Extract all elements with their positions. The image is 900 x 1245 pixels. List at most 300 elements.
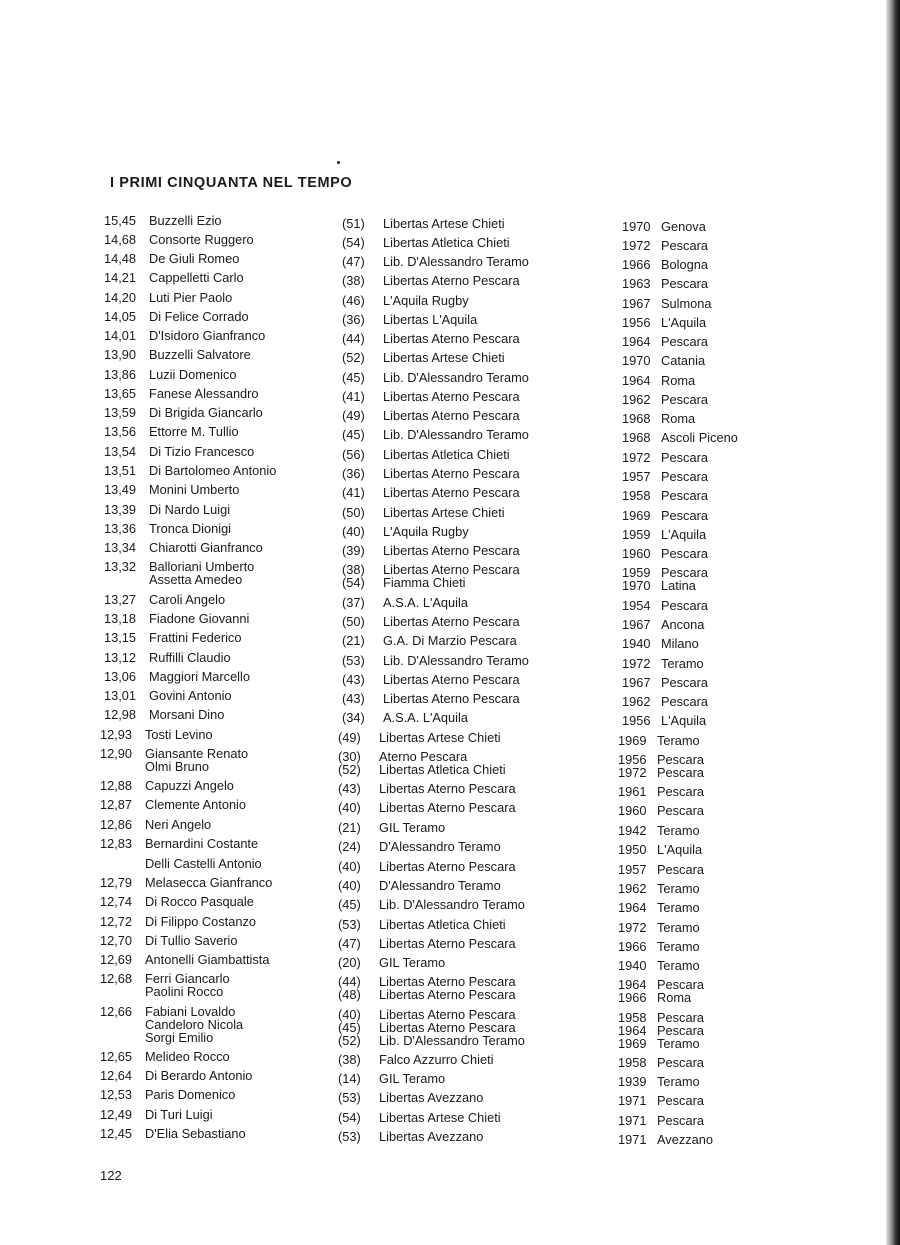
score: 14,01 — [103, 328, 136, 343]
athlete-name — [149, 689, 232, 702]
year-line: 1972 — [622, 450, 651, 465]
year-line: 1940 — [622, 636, 651, 651]
score: 13,18 — [103, 611, 136, 626]
athlete-name-line: Antonelli Giambattista — [145, 952, 270, 967]
club-line: Falco Azzurro Chieti — [379, 1052, 494, 1067]
city-line: Ascoli Piceno — [661, 430, 738, 445]
athlete-name-line: Di Rocco Pasquale — [145, 894, 254, 909]
club — [383, 544, 520, 557]
year — [618, 753, 646, 779]
birth-year-line: (47) — [338, 936, 361, 951]
city — [661, 412, 695, 425]
club — [383, 596, 468, 609]
city-line: Teramo — [657, 920, 700, 935]
city-line: Teramo — [657, 958, 700, 973]
birth-year-line: (41) — [342, 389, 365, 404]
city — [661, 547, 708, 560]
club-line: Libertas Aterno Pescara — [379, 781, 516, 796]
year-line: 1966 — [622, 257, 651, 272]
city-line: Pescara — [661, 675, 708, 690]
city-line: Pescara — [661, 598, 708, 613]
city — [661, 354, 705, 367]
year-line: 1969 — [622, 508, 651, 523]
score: 12,66 — [99, 1004, 132, 1019]
birth-year-line: (36) — [342, 466, 365, 481]
club-line: Libertas Artese Chieti — [383, 216, 505, 231]
club — [383, 654, 529, 667]
birth-year-line: (14) — [338, 1071, 361, 1086]
city-line: Roma — [661, 373, 696, 388]
athlete-name — [145, 1069, 252, 1082]
athlete-name-line: Di Nardo Luigi — [149, 502, 231, 517]
club-line: Libertas Aterno Pescara — [383, 672, 520, 687]
year-line: 1964 — [618, 900, 647, 915]
year — [622, 316, 650, 329]
club — [383, 615, 520, 628]
city-line: Latina — [661, 578, 696, 593]
athlete-name-line: Tronca Dionigi — [149, 521, 232, 536]
athlete-name — [149, 612, 249, 625]
score: 13,15 — [103, 630, 136, 645]
club-line: Libertas Atletica Chieti — [379, 917, 506, 932]
birth-year — [342, 596, 365, 609]
athlete-name-line: Buzzelli Ezio — [149, 213, 222, 228]
year — [622, 277, 650, 290]
year-line: 1968 — [622, 411, 651, 426]
score: 13,32 — [103, 559, 136, 574]
club — [383, 448, 510, 461]
club — [383, 255, 529, 268]
score: 13,59 — [103, 405, 136, 420]
birth-year — [338, 801, 361, 814]
year — [618, 1056, 646, 1069]
athlete-name — [149, 252, 239, 265]
score: 12,93 — [99, 727, 132, 742]
birth-year — [342, 544, 365, 557]
city — [657, 940, 700, 953]
year-line: 1956 — [618, 752, 647, 767]
club-line: L'Aquila Rugby — [383, 524, 469, 539]
score: 12,79 — [99, 875, 132, 890]
city — [657, 1133, 713, 1146]
club-line: Libertas Artese Chieti — [383, 350, 505, 365]
birth-year — [338, 1130, 361, 1143]
year-line: 1958 — [622, 488, 651, 503]
city-line: Teramo — [657, 900, 700, 915]
year-line: 1940 — [618, 958, 647, 973]
athlete-name-line: Buzzelli Salvatore — [149, 347, 251, 362]
birth-year-line: (38) — [338, 1052, 361, 1067]
athlete-name-line: Luzii Domenico — [149, 367, 237, 382]
year-line: 1957 — [618, 862, 647, 877]
birth-year — [342, 486, 365, 499]
club-line: Libertas Aterno Pescara — [379, 974, 516, 989]
club-line: L'Aquila Rugby — [383, 293, 469, 308]
city — [661, 239, 708, 252]
athlete-name-line: Di Turi Luigi — [145, 1107, 213, 1122]
athlete-name-line: Di Tizio Francesco — [149, 444, 255, 459]
club-line: GIL Teramo — [379, 820, 446, 835]
birth-year — [338, 731, 361, 744]
score: 13,36 — [103, 521, 136, 536]
birth-year — [338, 937, 361, 950]
birth-year — [342, 351, 365, 364]
city-line: Pescara — [661, 450, 708, 465]
birth-year-line: (21) — [338, 820, 361, 835]
city — [661, 220, 706, 233]
year-line: 1957 — [622, 469, 651, 484]
club-line: Libertas L'Aquila — [383, 312, 478, 327]
birth-year-line: (40) — [342, 524, 365, 539]
birth-year — [342, 409, 365, 422]
athlete-name — [149, 670, 250, 683]
birth-year-line: (53) — [338, 1129, 361, 1144]
club — [379, 1053, 494, 1066]
year — [622, 431, 650, 444]
club-line: Aterno Pescara — [379, 749, 468, 764]
score: 12,86 — [99, 817, 132, 832]
city-line: Ancona — [661, 617, 705, 632]
year — [622, 297, 650, 310]
club-line: Fiamma Chieti — [383, 575, 466, 590]
club — [383, 274, 520, 287]
birth-year — [342, 274, 365, 287]
city-line: L'Aquila — [657, 842, 703, 857]
score: 14,20 — [103, 290, 136, 305]
year-line: 1967 — [622, 617, 651, 632]
city-line: Sulmona — [661, 296, 712, 311]
city — [661, 277, 708, 290]
athlete-name — [149, 522, 231, 535]
year-line: 1942 — [618, 823, 647, 838]
athlete-name-line: Frattini Federico — [149, 630, 242, 645]
club-line: Lib. D'Alessandro Teramo — [379, 1033, 525, 1048]
city-line: Roma — [661, 411, 696, 426]
score: 12,64 — [99, 1068, 132, 1083]
athlete-name — [145, 876, 272, 889]
athlete-name-line: Govini Antonio — [149, 688, 232, 703]
score: 12,83 — [99, 836, 132, 851]
city-line: Teramo — [657, 733, 700, 748]
score: 12,53 — [99, 1087, 132, 1102]
city — [661, 489, 708, 502]
city-line: Roma — [657, 990, 692, 1005]
score: 14,05 — [103, 309, 136, 324]
city-line: Pescara — [661, 334, 708, 349]
athlete-name-line: Melasecca Gianfranco — [145, 875, 273, 890]
year — [622, 637, 650, 650]
birth-year-line: (46) — [342, 293, 365, 308]
birth-year-line: (49) — [342, 408, 365, 423]
birth-year — [338, 860, 361, 873]
birth-year — [342, 428, 365, 441]
birth-year — [342, 217, 365, 230]
club — [383, 428, 529, 441]
athlete-name-line: Giansante Renato — [145, 746, 249, 761]
city-line: Teramo — [657, 823, 700, 838]
birth-year — [338, 879, 361, 892]
club-line: G.A. Di Marzio Pescara — [383, 633, 517, 648]
city — [657, 978, 704, 1004]
year — [618, 882, 646, 895]
birth-year — [338, 918, 361, 931]
year-line: 1970 — [622, 219, 651, 234]
city-line: Pescara — [657, 1093, 704, 1108]
city — [661, 599, 708, 612]
club — [379, 1130, 483, 1143]
athlete-name-line: Chiarotti Gianfranco — [149, 540, 263, 555]
city — [657, 785, 704, 798]
birth-year-line: (39) — [342, 543, 365, 558]
city-line: Genova — [661, 219, 706, 234]
city — [657, 1114, 704, 1127]
athlete-name-line: Clemente Antonio — [145, 797, 247, 812]
year-line: 1963 — [622, 276, 651, 291]
club — [383, 467, 520, 480]
year-line: 1958 — [618, 1055, 647, 1070]
birth-year-line: (51) — [342, 216, 365, 231]
city-line: Pescara — [657, 1010, 704, 1025]
city — [657, 901, 700, 914]
athlete-name-line: Neri Angelo — [145, 817, 212, 832]
birth-year — [342, 371, 365, 384]
athlete-name-line: De Giuli Romeo — [149, 251, 240, 266]
score: 12,90 — [99, 746, 132, 761]
club-line: Libertas Aterno Pescara — [383, 408, 520, 423]
athlete-name — [149, 483, 239, 496]
city — [657, 863, 704, 876]
year — [622, 220, 650, 233]
city-line: Pescara — [657, 1023, 704, 1038]
club-line: Libertas Aterno Pescara — [383, 331, 520, 346]
athlete-name — [149, 503, 230, 516]
club — [379, 782, 516, 795]
athlete-name — [149, 348, 251, 361]
city — [661, 676, 708, 689]
city-line: Pescara — [657, 765, 704, 780]
city-line: L'Aquila — [661, 527, 707, 542]
year — [622, 676, 650, 689]
birth-year-line: (54) — [338, 1110, 361, 1125]
year-line: 1961 — [618, 784, 647, 799]
score: 13,56 — [103, 424, 136, 439]
athlete-name-line: Cappelletti Carlo — [149, 270, 244, 285]
athlete-name-line: Fanese Alessandro — [149, 386, 259, 401]
athlete-name — [145, 953, 269, 966]
club — [383, 217, 505, 230]
score: 12,49 — [99, 1107, 132, 1122]
athlete-name-line: Di Filippo Costanzo — [145, 914, 256, 929]
athlete-name — [149, 425, 239, 438]
club — [379, 731, 501, 744]
page-title: I PRIMI CINQUANTA NEL TEMPO — [110, 175, 353, 191]
birth-year-line: (36) — [342, 312, 365, 327]
birth-year — [342, 332, 365, 345]
city — [661, 637, 699, 650]
city-line: Pescara — [661, 276, 708, 291]
birth-year-line: (43) — [342, 691, 365, 706]
birth-year — [338, 956, 361, 969]
year — [622, 239, 650, 252]
city — [661, 618, 704, 631]
score: 12,45 — [99, 1126, 132, 1141]
year-line: 1969 — [618, 733, 647, 748]
city-line: Pescara — [661, 238, 708, 253]
club-line: Lib. D'Alessandro Teramo — [383, 370, 529, 385]
club — [383, 390, 520, 403]
year — [618, 1133, 646, 1146]
year — [622, 566, 650, 592]
birth-year-line: (54) — [342, 235, 365, 250]
city-line: Pescara — [657, 752, 704, 767]
score: 13,01 — [103, 688, 136, 703]
club — [383, 692, 520, 705]
athlete-name — [145, 934, 237, 947]
city-line: L'Aquila — [661, 315, 707, 330]
club-line: Libertas Aterno Pescara — [379, 859, 516, 874]
score: 13,06 — [103, 669, 136, 684]
club-line: Libertas Aterno Pescara — [383, 466, 520, 481]
city — [661, 297, 712, 310]
year-line: 1964 — [618, 1023, 647, 1038]
club — [383, 294, 469, 307]
birth-year — [342, 236, 365, 249]
club-line: Lib. D'Alessandro Teramo — [383, 653, 529, 668]
birth-year-line: (56) — [342, 447, 365, 462]
year-line: 1964 — [622, 334, 651, 349]
club-line: Libertas Aterno Pescara — [383, 485, 520, 500]
year — [622, 335, 650, 348]
year — [622, 258, 650, 271]
year — [618, 734, 646, 747]
city — [657, 882, 700, 895]
club — [383, 486, 520, 499]
club — [379, 1008, 525, 1047]
score: 12,88 — [99, 778, 132, 793]
city — [657, 1094, 704, 1107]
club-line: Libertas Aterno Pescara — [379, 987, 516, 1002]
city-line: Pescara — [657, 803, 704, 818]
city — [657, 1011, 704, 1050]
club-line: Libertas Aterno Pescara — [383, 691, 520, 706]
club-line: Libertas Aterno Pescara — [379, 1007, 516, 1022]
athlete-name — [145, 779, 234, 792]
year-line: 1971 — [618, 1132, 647, 1147]
club — [379, 750, 506, 776]
city-line: Pescara — [661, 392, 708, 407]
birth-year — [342, 615, 365, 628]
club-line: A.S.A. L'Aquila — [383, 710, 468, 725]
city — [657, 734, 700, 747]
year — [622, 657, 650, 670]
year-line: 1962 — [622, 694, 651, 709]
club — [383, 506, 505, 519]
year-line: 1960 — [622, 546, 651, 561]
club — [379, 801, 516, 814]
birth-year-line: (52) — [338, 762, 361, 777]
score: 13,49 — [103, 482, 136, 497]
birth-year-line: (52) — [338, 1033, 361, 1048]
athlete-name — [145, 1088, 235, 1101]
city — [661, 451, 708, 464]
birth-year-line: (37) — [342, 595, 365, 610]
year — [618, 1011, 646, 1050]
city-line: Teramo — [657, 1036, 700, 1051]
club-line: Libertas Artese Chieti — [379, 730, 501, 745]
club-line: Libertas Aterno Pescara — [383, 614, 520, 629]
birth-year-line: (45) — [342, 427, 365, 442]
athlete-name — [145, 798, 246, 811]
year — [618, 824, 646, 837]
city — [657, 843, 702, 856]
score: 13,12 — [103, 650, 136, 665]
birth-year-line: (52) — [342, 350, 365, 365]
year-line: 1950 — [618, 842, 647, 857]
birth-year — [338, 821, 361, 834]
athlete-name-line: Fiadone Giovanni — [149, 611, 250, 626]
club — [383, 525, 469, 538]
club — [383, 563, 520, 589]
year — [618, 843, 646, 856]
speck — [337, 161, 340, 164]
city-line: Teramo — [661, 656, 704, 671]
city-line: Pescara — [657, 1113, 704, 1128]
athlete-name-line: D'Isidoro Gianfranco — [149, 328, 266, 343]
athlete-name — [149, 593, 225, 606]
city — [661, 566, 708, 592]
club-line: Libertas Avezzano — [379, 1090, 484, 1105]
score: 13,90 — [103, 347, 136, 362]
year-line: 1959 — [622, 565, 651, 580]
athlete-name-line: Ettorre M. Tullio — [149, 424, 239, 439]
score: 13,27 — [103, 592, 136, 607]
city-line: Pescara — [661, 546, 708, 561]
club-line: Libertas Aterno Pescara — [383, 389, 520, 404]
birth-year — [338, 782, 361, 795]
year-line: 1972 — [622, 656, 651, 671]
year-line: 1972 — [622, 238, 651, 253]
year-line: 1960 — [618, 803, 647, 818]
city-line: Pescara — [661, 508, 708, 523]
club — [379, 879, 501, 892]
club — [379, 840, 501, 853]
club — [383, 332, 520, 345]
birth-year — [338, 1091, 361, 1104]
year — [622, 547, 650, 560]
athlete-name-line: Luti Pier Paolo — [149, 290, 233, 305]
club-line: D'Alessandro Teramo — [379, 878, 501, 893]
birth-year-line: (24) — [338, 839, 361, 854]
year-line: 1970 — [622, 353, 651, 368]
athlete-name-line: Assetta Amedeo — [149, 572, 243, 587]
club — [379, 898, 525, 911]
year-line: 1970 — [622, 578, 651, 593]
athlete-name-line: Bernardini Costante — [145, 836, 259, 851]
birth-year-line: (21) — [342, 633, 365, 648]
club — [383, 711, 468, 724]
birth-year — [342, 448, 365, 461]
city — [657, 921, 700, 934]
city-line: Teramo — [657, 1074, 700, 1089]
year-line: 1969 — [618, 1036, 647, 1051]
score: 13,86 — [103, 367, 136, 382]
club — [379, 937, 516, 950]
athlete-name-line: Di Berardo Antonio — [145, 1068, 253, 1083]
city-line: Pescara — [661, 565, 708, 580]
club-line: Lib. D'Alessandro Teramo — [383, 427, 529, 442]
city-line: Catania — [661, 353, 706, 368]
year — [622, 354, 650, 367]
